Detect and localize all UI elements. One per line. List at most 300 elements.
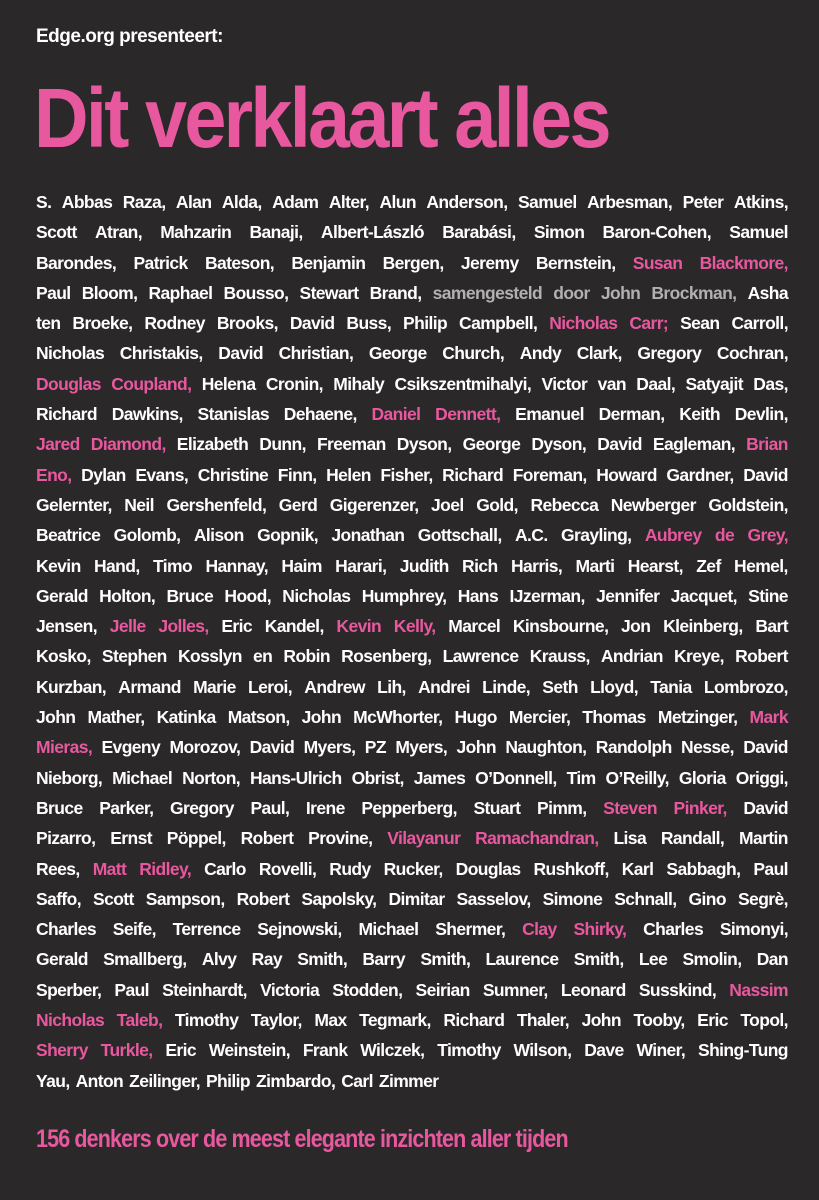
contributor-line	[36, 732, 788, 762]
contributor-word: Harris,	[510, 555, 563, 576]
contributor-word: Stanislas	[197, 404, 269, 425]
contributor-word: Kreye,	[673, 646, 724, 667]
compiler-credit-word: Brockman,	[651, 282, 737, 303]
contributor-word: Eric	[221, 616, 252, 637]
contributor-word: Brooks,	[216, 313, 278, 334]
contributor-word: Dimitar	[388, 888, 445, 909]
contributor-word: Paul	[753, 858, 788, 879]
contributor-word: Andy	[519, 343, 562, 364]
highlighted-contributor-word: Aubrey	[644, 525, 702, 546]
contributor-word: van	[597, 373, 626, 394]
contributor-word: Weinstein,	[208, 1040, 291, 1061]
contributor-word: Marie	[193, 676, 236, 697]
contributor-word: Christakis,	[119, 343, 203, 364]
contributor-word: Csikszentmihalyi,	[394, 373, 532, 394]
contributor-word: Robin	[283, 646, 330, 667]
contributor-word: Mahzarin	[160, 222, 232, 243]
contributor-word: Zeilinger,	[129, 1070, 200, 1091]
highlighted-contributor-word: Mieras,	[36, 737, 93, 758]
contributor-word: Lisa	[613, 828, 647, 849]
contributor-word: Barondes,	[36, 252, 117, 273]
contributor-word: Judith	[399, 555, 449, 576]
contributor-word: Atkins,	[733, 192, 788, 212]
contributor-line	[36, 672, 788, 702]
contributor-word: Albert-László	[320, 222, 424, 243]
contributor-word: Atran,	[95, 222, 142, 243]
contributor-word: Gelernter,	[36, 494, 112, 515]
highlighted-contributor-word: Blackmore,	[699, 252, 788, 273]
contributor-line	[36, 884, 788, 914]
contributor-word: Yau,	[36, 1070, 70, 1091]
contributor-line	[36, 490, 788, 520]
contributor-word: Neil	[124, 494, 154, 515]
contributor-word: Nicholas	[36, 343, 105, 364]
contributor-word: Anton	[75, 1070, 124, 1091]
contributor-line	[36, 217, 788, 247]
highlighted-contributor-word: Diamond,	[90, 434, 166, 455]
contributor-word: Lee	[638, 949, 668, 970]
contributor-word: Naughton,	[505, 737, 587, 758]
highlighted-contributor-word: Pinker,	[673, 797, 727, 818]
contributor-word: Alvy	[201, 949, 237, 970]
contributor-word: Tooby,	[633, 1010, 685, 1031]
contributor-line	[36, 944, 788, 974]
contributor-word: Buss,	[346, 313, 392, 334]
contributor-word: Timo	[153, 555, 193, 576]
compiler-credit-word: door	[553, 282, 590, 303]
contributor-word: Scott	[36, 222, 77, 243]
contributor-word: Samuel	[517, 192, 577, 212]
contributor-line	[36, 551, 788, 581]
contributor-word: Asha	[747, 282, 788, 303]
contributor-word: Sabbagh,	[666, 858, 741, 879]
contributor-word: Gerd	[278, 494, 318, 515]
contributor-word: Katinka	[156, 707, 216, 728]
contributor-word: Gigerenzer,	[329, 494, 419, 515]
contributor-word: Simonyi,	[719, 919, 788, 940]
contributor-word: Das,	[753, 373, 788, 394]
contributor-word: Devlin,	[734, 404, 788, 425]
contributor-word: Pizarro,	[36, 828, 96, 849]
contributor-word: David	[743, 737, 788, 758]
contributor-word: Gerald	[36, 585, 88, 606]
contributor-word: Matson,	[227, 707, 290, 728]
contributor-word: Nesse,	[681, 737, 734, 758]
contributor-word: McWhorter,	[353, 707, 443, 728]
contributor-word: Bergen,	[382, 252, 444, 273]
contributor-word: Sasselov,	[456, 888, 531, 909]
contributor-word: Frank	[302, 1040, 348, 1061]
highlighted-contributor-word: Jolles,	[158, 616, 209, 637]
book-tagline: 156 denkers over de meest elegante inzichten aller tijden	[36, 1125, 568, 1153]
contributor-line	[36, 823, 788, 853]
contributor-word: Golomb,	[113, 525, 181, 546]
contributor-word: Paul	[36, 282, 71, 303]
contributor-word: Hugo	[454, 707, 497, 728]
contributor-word: Abbas	[61, 192, 113, 212]
contributor-word: Carlo	[204, 858, 246, 879]
contributor-word: Winer,	[636, 1040, 686, 1061]
contributor-word: Jeremy	[460, 252, 519, 273]
contributor-word: Topol,	[740, 1010, 788, 1031]
contributor-word: Rudy	[329, 858, 371, 879]
contributor-word: Wilson,	[513, 1040, 572, 1061]
contributor-word: Derman,	[598, 404, 665, 425]
contributor-word: Hemel,	[734, 555, 788, 576]
contributor-word: Morozov,	[169, 737, 241, 758]
contributor-word: Goldstein,	[708, 494, 788, 515]
contributor-word: Norton,	[182, 767, 241, 788]
contributor-word: Stine	[748, 585, 788, 606]
highlighted-contributor-word: Nassim	[729, 979, 788, 1000]
highlighted-contributor-word: Turkle,	[100, 1040, 153, 1061]
contributor-word: Richard	[443, 1010, 505, 1031]
contributor-word: O’Reilly,	[605, 767, 669, 788]
contributor-word: Paul	[114, 979, 149, 1000]
contributor-word: Lloyd,	[590, 676, 638, 697]
contributor-word: Bateson,	[204, 252, 275, 273]
contributor-word: Kleinberg,	[663, 616, 743, 637]
contributor-word: Campbell,	[459, 313, 538, 334]
contributor-word: Michael	[358, 919, 419, 940]
highlighted-contributor-word: Grey,	[747, 525, 788, 546]
contributor-word: Scott	[93, 888, 134, 909]
contributor-word: Rees,	[36, 858, 80, 879]
contributor-word: Pimm,	[537, 797, 587, 818]
contributor-word: Dawkins,	[111, 404, 183, 425]
contributor-word: Dyson,	[396, 434, 452, 455]
contributor-word: Pepperberg,	[361, 797, 457, 818]
contributor-word: Evgeny	[101, 737, 161, 758]
contributor-word: Carl	[341, 1070, 373, 1091]
contributor-word: Samuel	[729, 222, 788, 243]
contributor-word: Lombrozo,	[703, 676, 788, 697]
contributor-word: Jensen,	[36, 616, 97, 637]
contributor-word: Kosslyn	[177, 646, 242, 667]
contributor-word: Timothy	[437, 1040, 501, 1061]
contributor-word: Grayling,	[560, 525, 632, 546]
contributor-word: Gerald	[36, 949, 88, 970]
highlighted-contributor-word: Kevin	[336, 616, 382, 637]
contributor-line	[36, 399, 788, 429]
contributor-word: Parker,	[99, 797, 154, 818]
highlighted-contributor-word: Taleb,	[116, 1010, 163, 1031]
contributor-word: Elizabeth	[176, 434, 249, 455]
contributor-word: S.	[36, 192, 52, 212]
contributor-word: Irene	[305, 797, 345, 818]
contributor-word: Tania	[650, 676, 692, 697]
book-title: Dit verklaart alles	[34, 71, 609, 165]
highlighted-contributor-word: Vilayanur	[387, 828, 461, 849]
contributor-word: Martin	[738, 828, 788, 849]
contributor-word: Cochran,	[716, 343, 788, 364]
contributor-word: Schnall,	[614, 888, 677, 909]
contributor-word: Dyson,	[531, 434, 587, 455]
contributor-word: David	[743, 797, 788, 818]
contributor-word: Gardner,	[666, 464, 734, 485]
contributor-line	[36, 308, 788, 338]
contributor-word: Rebecca	[530, 494, 599, 515]
contributor-word: Patrick	[133, 252, 188, 273]
contributor-word: Dave	[584, 1040, 624, 1061]
contributor-word: Metzinger,	[657, 707, 738, 728]
contributor-word: Gregory	[637, 343, 702, 364]
highlighted-contributor-word: Sherry	[36, 1040, 88, 1061]
contributor-word: Linde,	[482, 676, 531, 697]
contributor-word: David	[218, 343, 263, 364]
contributor-word: Philip	[403, 313, 448, 334]
highlighted-contributor-word: Clay	[522, 919, 557, 940]
contributor-word: Randolph	[595, 737, 672, 758]
contributor-line	[36, 793, 788, 823]
highlighted-contributor-word: Carr;	[629, 313, 669, 334]
highlighted-contributor-word: Eno,	[36, 464, 72, 485]
highlighted-contributor-word: Douglas	[36, 373, 101, 394]
contributor-word: Newberger	[610, 494, 696, 515]
contributor-word: Andrian	[600, 646, 663, 667]
contributor-word: Stuart	[473, 797, 521, 818]
contributor-word: Randall,	[660, 828, 725, 849]
contributor-line	[36, 1005, 788, 1035]
contributor-word: O’Donnell,	[475, 767, 557, 788]
contributor-word: Leonard	[560, 979, 626, 1000]
contributor-word: Finn,	[277, 464, 317, 485]
contributor-word: Gloria	[678, 767, 726, 788]
contributor-word: en	[253, 646, 273, 667]
contributor-line	[36, 914, 788, 944]
contributor-word: Bloom,	[81, 282, 138, 303]
contributor-word: Holton,	[99, 585, 156, 606]
contributor-word: Stodden,	[332, 979, 403, 1000]
contributor-word: Foreman,	[512, 464, 587, 485]
contributor-line	[36, 338, 788, 368]
contributor-word: Clark,	[576, 343, 622, 364]
contributor-word: Seife,	[112, 919, 156, 940]
contributor-word: Nicholas	[282, 585, 351, 606]
contributor-line	[36, 187, 788, 217]
contributor-word: Michael	[112, 767, 173, 788]
contributor-word: Joel	[431, 494, 464, 515]
contributor-word: Harari,	[335, 555, 387, 576]
contributor-word: Kinsbourne,	[512, 616, 609, 637]
contributor-line	[36, 429, 788, 459]
contributor-line	[36, 248, 788, 278]
highlighted-contributor-word: Brian	[746, 434, 788, 455]
contributor-word: Richard	[36, 404, 97, 425]
contributor-word: Charles	[36, 919, 96, 940]
contributor-word: Bart	[755, 616, 788, 637]
contributor-word: Shermer,	[435, 919, 506, 940]
contributor-word: Rosenberg,	[341, 646, 432, 667]
contributor-word: Segrè,	[737, 888, 788, 909]
contributor-word: Myers,	[303, 737, 356, 758]
contributor-word: Dehaene,	[283, 404, 357, 425]
contributor-word: Zimbardo,	[256, 1070, 336, 1091]
contributor-word: Fisher,	[380, 464, 433, 485]
contributor-word: Nieborg,	[36, 767, 103, 788]
contributor-word: Simon	[533, 222, 585, 243]
contributor-word: Anderson,	[426, 192, 508, 212]
contributor-word: Howard	[596, 464, 657, 485]
contributor-line	[36, 460, 788, 490]
highlighted-contributor-word: Matt	[92, 858, 127, 879]
contributor-line	[36, 854, 788, 884]
contributor-word: Mercier,	[508, 707, 571, 728]
contributor-word: IJzerman,	[509, 585, 585, 606]
contributor-word: George	[368, 343, 427, 364]
contributor-word: Myers,	[395, 737, 448, 758]
contributor-word: Rodney	[144, 313, 205, 334]
contributor-word: Banaji,	[249, 222, 303, 243]
contributor-word: Dunn,	[259, 434, 306, 455]
compiler-credit-word: samengesteld	[432, 282, 543, 303]
contributor-word: Gershenfeld,	[166, 494, 267, 515]
contributor-word: Hans	[457, 585, 499, 606]
contributor-word: Simone	[542, 888, 603, 909]
contributor-word: Zef	[696, 555, 721, 576]
contributor-word: Charles	[643, 919, 704, 940]
contributor-word: Jon	[621, 616, 651, 637]
contributor-word: Smolin,	[682, 949, 742, 970]
contributor-word: Gottschall,	[417, 525, 502, 546]
highlighted-contributor-word: Kelly,	[393, 616, 436, 637]
contributor-word: John	[581, 1010, 621, 1031]
contributor-word: Bousso,	[223, 282, 289, 303]
contributor-word: Sapolsky,	[301, 888, 377, 909]
contributor-word: Carroll,	[731, 313, 788, 334]
contributor-word: Eric	[697, 1010, 728, 1031]
contributor-word: Dylan	[81, 464, 126, 485]
highlighted-contributor-word: Nicholas	[36, 1010, 105, 1031]
contributor-word: Steinhardt,	[162, 979, 247, 1000]
contributor-word: Hand,	[94, 555, 140, 576]
highlighted-contributor-word: Steven	[603, 797, 657, 818]
contributor-word: Daal,	[636, 373, 676, 394]
contributor-line	[36, 520, 788, 550]
contributor-word: John	[456, 737, 496, 758]
contributor-word: Emanuel	[515, 404, 584, 425]
contributor-word: Mihaly	[333, 373, 385, 394]
compiler-credit-word: John	[600, 282, 641, 303]
contributor-word: Stewart	[299, 282, 359, 303]
contributor-word: Hearst,	[627, 555, 683, 576]
contributor-word: Eagleman,	[652, 434, 736, 455]
contributor-word: Robert	[240, 828, 294, 849]
contributor-word: Barabási,	[442, 222, 516, 243]
contributor-word: Sampson,	[145, 888, 225, 909]
contributor-word: Terrence	[172, 919, 241, 940]
contributor-word: Adam	[272, 192, 319, 212]
contributor-word: Shing-Tung	[698, 1040, 788, 1061]
contributor-line	[36, 1035, 788, 1065]
contributor-word: Christine	[197, 464, 269, 485]
contributor-word: Eric	[165, 1040, 197, 1061]
contributor-word: Laurence	[485, 949, 559, 970]
contributor-word: Karl	[621, 858, 654, 879]
contributor-word: Smith,	[297, 949, 348, 970]
contributor-word: Peter	[682, 192, 724, 212]
contributor-word: Haim	[281, 555, 322, 576]
contributor-word: Victor	[541, 373, 588, 394]
contributor-word: Hood,	[224, 585, 271, 606]
contributor-word: Rushkoff,	[533, 858, 609, 879]
contributor-word: Mather,	[87, 707, 145, 728]
highlighted-contributor-word: Jelle	[109, 616, 146, 637]
contributor-word: Sejnowski,	[257, 919, 342, 940]
contributor-word: Andrei	[418, 676, 470, 697]
contributor-word: Kurzban,	[36, 676, 107, 697]
contributor-word: Dan	[756, 949, 788, 970]
contributor-word: David	[597, 434, 642, 455]
contributor-word: Lawrence	[442, 646, 519, 667]
contributor-word: Alun	[379, 192, 416, 212]
contributor-word: Arbesman,	[587, 192, 673, 212]
contributor-word: Baron-Cohen,	[602, 222, 712, 243]
contributor-word: PZ	[364, 737, 386, 758]
contributor-word: Helen	[326, 464, 371, 485]
contributor-word: Gold,	[476, 494, 518, 515]
contributor-word: Smith,	[573, 949, 624, 970]
contributor-word: Pöppel,	[166, 828, 226, 849]
contributor-word: Bruce	[166, 585, 214, 606]
contributor-word: Marti	[575, 555, 615, 576]
contributor-word: A.C.	[514, 525, 548, 546]
contributor-word: Jacquet,	[670, 585, 737, 606]
contributor-word: Church,	[442, 343, 505, 364]
contributor-word: Seth	[542, 676, 578, 697]
contributor-word: Susskind,	[638, 979, 717, 1000]
contributor-word: Sperber,	[36, 979, 102, 1000]
highlighted-contributor-word: Nicholas	[549, 313, 618, 334]
contributor-word: Tegmark,	[359, 1010, 431, 1031]
highlighted-contributor-word: Ramachandran,	[475, 828, 599, 849]
contributor-line	[36, 975, 788, 1005]
presenter-line: Edge.org presenteert:	[36, 26, 223, 47]
contributor-word: Obrist,	[351, 767, 404, 788]
contributor-word: Armand	[118, 676, 181, 697]
contributor-word: Leroi,	[248, 676, 293, 697]
contributor-word: Gopnik,	[257, 525, 319, 546]
contributor-word: Robert	[735, 646, 788, 667]
highlighted-contributor-word: Jared	[36, 434, 80, 455]
contributor-word: Rovelli,	[258, 858, 317, 879]
contributor-word: Douglas	[455, 858, 521, 879]
contributor-word: Rich	[462, 555, 498, 576]
contributor-word: Provine,	[308, 828, 373, 849]
contributor-word: John	[301, 707, 342, 728]
contributor-word: Raphael	[148, 282, 213, 303]
contributor-word: Cronin,	[265, 373, 323, 394]
contributor-word: John	[36, 707, 76, 728]
contributor-word: Alison	[193, 525, 244, 546]
contributor-word: Evans,	[135, 464, 189, 485]
contributor-word: Lih,	[377, 676, 406, 697]
contributor-word: Marcel	[448, 616, 501, 637]
contributors-list	[36, 187, 788, 1096]
highlighted-contributor-word: Susan	[632, 252, 683, 273]
contributor-word: Barry	[362, 949, 406, 970]
contributor-word: Andrew	[304, 676, 365, 697]
contributor-word: Thomas	[582, 707, 646, 728]
contributor-word: Origgi,	[735, 767, 788, 788]
contributor-word: Taylor,	[250, 1010, 302, 1031]
contributor-word: David	[249, 737, 295, 758]
contributor-word: Satyajit	[685, 373, 743, 394]
contributor-line	[36, 369, 788, 399]
contributor-word: David	[743, 464, 788, 485]
contributor-word: Paul,	[250, 797, 290, 818]
contributor-word: Stephen	[101, 646, 167, 667]
